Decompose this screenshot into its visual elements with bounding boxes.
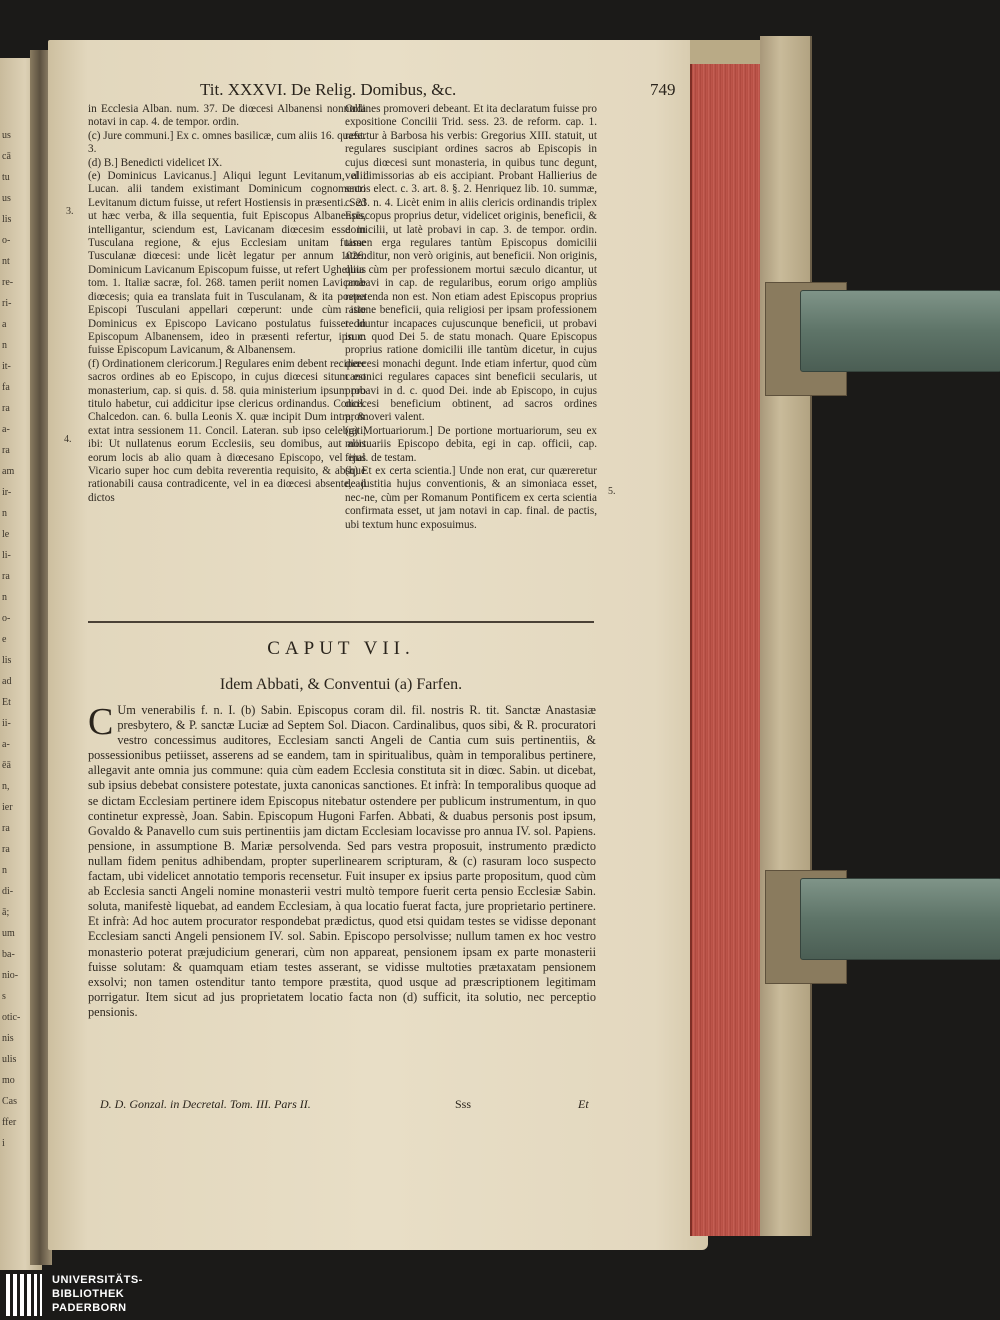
commentary-paragraph: (c) Jure communi.] Ex c. omnes basilicæ, cum aliis 16. quæst. 3. [88,129,366,156]
left-page-fragment: nt [2,256,10,267]
drop-cap: C [88,701,114,743]
left-page-fragment: o- [2,235,11,246]
left-page-fragment: ier [2,802,13,813]
left-page-fragment: ā; [2,907,10,918]
commentary-paragraph: in Ecclesia Alban. num. 37. De diœcesi Albanensi nonnulla notavi in cap. 4. de tempor. ordin. [88,103,366,129]
clasp-upper [800,290,1000,372]
margin-mark: 4. [64,434,72,445]
left-page-fragment: Cas [2,1096,17,1107]
left-page-fragment: n [2,340,7,351]
library-name-line: BIBLIOTHEK [52,1288,125,1300]
left-page-fragment: n [2,865,7,876]
left-page-fragment: ir- [2,487,12,498]
left-page-fragment: n [2,508,7,519]
chapter-subtitle: Idem Abbati, & Conventui (a) Farfen. [219,676,463,693]
left-page-fragment: ii- [2,718,11,729]
left-page-fragment: ra [2,823,10,834]
clasp-lower [800,878,1000,960]
page-number: 749 [650,80,676,99]
left-page-fragment: ra [2,844,10,855]
left-page-fragment: ffer [2,1117,17,1128]
left-page-fragment: li- [2,550,11,561]
left-page-fragment: a- [2,739,10,750]
left-page-fragment: cā [2,151,11,162]
left-page-fragment: ri- [2,298,12,309]
margin-mark: 5. [608,486,616,497]
cover-board [760,36,812,1236]
left-page-fragment: a- [2,424,10,435]
left-page-fragment: us [2,130,11,141]
left-page-fragment: um [2,928,15,939]
commentary-paragraph: (h) Et ex certa scientia.] Unde non erat, cur quæreretur de justitia hujus conventionis, & an simoniaca esset, nec-ne, cùm per Romanum Pontificem ex certa scientia confirmata esset, ut jam notavi in cap. final. de pactis, ubi textum hunc exposuimus. [345,464,597,531]
left-page-fragment: nio- [2,970,19,981]
commentary-column-right [345,103,597,532]
left-page-fragment: otic- [2,1012,21,1023]
left-page-fragment: n, [2,781,10,792]
left-page-fragment: a [2,319,7,330]
commentary-column-left [88,103,366,505]
left-page-fragment: n [2,592,7,603]
library-name-line: UNIVERSITÄTS- [52,1274,143,1286]
left-page-fragment: ra [2,445,10,456]
section-divider [88,621,594,623]
left-page-fragment: re- [2,277,14,288]
left-page-fragment: nis [2,1033,14,1044]
left-page-fragment: mo [2,1075,15,1086]
chapter-body-text: Um venerabilis f. n. I. (b) Sabin. Episcopus coram dil. fil. nostris R. tit. Sanctæ Anastasiæ presbytero, & P. sanctæ Luciæ ad Septem Sol. Diacon. Cardinalibus, quos sibi, & R. procuratori vestro concessimus auditores, Ecclesiam sancti Angeli de Cantia cum suis pertinentiis, & possessionibus petiisset, asserens ad se eandem, tam in spiritualibus, quàm in temporalibus pertinere, allegavit ante omnia jus commune: quia cùm eadem Ecclesia constituta sit in diœc. Sabin. ut dicebat, sub ipsius debebat consistere potestate, juxta canonicas sanctiones. Et infrà: In temporalibus quoque ad se dictam Ecclesiam pertinere idem Episcopus nitebatur ostendere per publicum instrumentum, in quo continetur expressè, Joan. Sabin. Episcopum Hugoni Farfen. Abbati, & duabus personis post ipsum, Govaldo & Panavello cum suis pertinentiis jam dictam Ecclesiam locavisse pro annua IV. sol. Papiens. pensione, in assumptione B. Mariæ persolvenda. Sed pars vestra proposuit, instrumento prædicto nullam fidem penitus adhibendam, propter superlinearem scripturam, & (c) rasuram loco suspecto factam, ubi videlicet annotatio temporis recensetur. Fuit insuper ex ipsius parte propositum, quod cùm ab Ecclesia sancti Angeli nomine monasterii vestri multò tempore fuerit certa pensio Ecclesiæ Sabin. soluta, manifestè liquebat, ad eandem Ecclesiam, à qua locatio fuerat facta, jure proprietario pertinere. Et infrà: Ad hoc autem procurator respondebat prædictus, quod etsi quidam testes se vidisse deponant Ecclesiam sancti Angeli pensionem IV. sol. Sabin. Episcopo persolvisse; nullum tamen ex hoc vestro monasterio poterat præjudicium generari, cùm non appareat, pensionem ipsam ex parte monasterii fuisse solutam: & quamquam etiam testes asserant, se vidisse multoties prætaxatam pensionem exsolvi; non tamen ostenditur tanto tempore præstita, quod usque ad præscriptionem legitimam porrigatur. Item sicut ad jus proprietatem locatio facta non (d) sufficit, ita solutio, nec perceptio pensionis. [88,703,596,1019]
left-page-fragment: lis [2,214,12,225]
margin-mark: 3. [66,206,74,217]
catchword: Et [578,1097,589,1111]
left-page-fragment: fa [2,382,10,393]
left-page-fragment: us [2,193,11,204]
commentary-paragraph: Ordines promoveri debeant. Et ita declaratum fuisse pro expositione Concilii Trid. sess. 23. de reform. cap. 1. refertur à Barbosa his verbis: Gregorius XIII. statuit, ut regulares suscipiant ordines sacros ab Episcopis in cujus diœcesi sunt monasteria, in quibus tunc degunt, vel dimissorias ab eis accipiant. Probant Hallierius de sacris elect. c. 3. art. 8. §. 2. Henriquez lib. 10. summæ, c. 23. n. 4. Licèt enim in aliis clericis ordinandis triplex Episcopus proprius detur, videlicet originis, beneficii, & domicilii, ut latè probavi in cap. 3. de tempor. ordin. tamen erga regulares tantùm Episcopus domicilii attenditur, non verò originis, aut beneficii. Non originis, quia cùm per professionem mortui sæculo dicantur, ut probavi in cap. de regularibus, eorum origo ampliùs repetenda non est. Non etiam adest Episcopus proprius ratione beneficii, quia religiosi per ipsam professionem redduntur incapaces cujuscunque beneficii, ut probavi in c. quod Dei 5. de statu monach. Quare Episcopus proprius ratione domicilii ille tantùm dicetur, in cujus diœcesi monachi degunt. Inde etiam infertur, quod cùm canonici regulares capaces sint beneficii secularis, ut probavi in d. c. quod Dei. inde ab Episcopo, in cujus diœcesi beneficium obtinent, ad sacros ordines promoveri valent. [345,103,597,424]
left-page-fragment: ad [2,676,12,687]
signature-mark: Sss [455,1097,472,1111]
commentary-paragraph: (g) Mortuariorum.] De portione mortuariorum, seu ex mortuariis Episcopo debita, egi in cap. officii, cap. final. de testam. [345,424,597,464]
left-page-fragment: le [2,529,10,540]
left-page-fragment: o- [2,613,11,624]
left-page-fragment: ra [2,403,10,414]
left-page-fragment: am [2,466,15,477]
left-page-fragment: ba- [2,949,15,960]
left-page-fragment: i [2,1138,5,1149]
left-page-fragment: di- [2,886,14,897]
left-page-fragment: ulis [2,1054,17,1065]
left-page-fragment: ēā [2,760,11,771]
commentary-paragraph: (f) Ordinationem clericorum.] Regulares enim debent recipere sacros ordines ab eo Episcopo, in cujus diœcesi situm est monasterium, cap. si quis. d. 58. quia ministerium ipsum pro titulo habetur, cui addicitur ipse clericus ordinandus. Concil. Chalcedon. can. 6. bulla Leonis X. quæ incipit Dum intra; & extat intra sessionem 11. Concil. Lateran. sub ipso celebrati, ibi: Ut nullatenus eorum Ecclesiis, seu domibus, aut aliis eorum locis ab alio quam à diœcesano Episcopo, vel ejus Vicario super hoc cum debita reverentia requisito, & absque rationabili causa contradicente, vel in ea diœcesi absente, ad dictos [88,357,367,504]
left-page-fragment: ra [2,571,10,582]
footer-imprint: D. D. Gonzal. in Decretal. Tom. III. Pars II. [100,1097,311,1111]
library-name [52,1273,143,1315]
library-footer [0,1270,1000,1320]
library-logo-icon [6,1274,46,1316]
left-page-fragment: lis [2,655,12,666]
commentary-paragraph: (e) Dominicus Lavicanus.] Aliqui legunt Levitanum, alii Lucan. alii tandem existimant Dominicum cognomento Levitanum dictum fuisse, ut refert Hostiensis in præsenti. Sed ut hæc verba, & illa sequentia, fuit Episcopus Albanensis, intelligantur, sciendum est, Lavicanam diœcesim esse in Tusculana regione, & ejus Ecclesiam unitam fuisse Tusculanæ diœcesi: unde licèt legatur per annum 1026. Dominicum Lavicanum Episcopum fuisse, ut refert Ughellius tom. 1. Italiæ sacræ, fol. 268. tamen periit nomen Lavicanæ diœcesis; quia ea translata fuit in Tusculanam, & ita postea Episcopi Tusculani appellari cœperunt: unde cùm iste Dominicus ex Episcopo Lavicano postulatus fuisset in Episcopum Albanensem, ideo in præsenti refertur, ipsum fuisse Episcopum Lavicanum, & Albanensem. [88,170,366,357]
left-page-fragment: Et [2,697,11,708]
commentary-paragraph: (d) B.] Benedicti videlicet IX. [88,156,223,169]
chapter-body [88,703,596,1020]
library-name-line: PADERBORN [52,1302,127,1314]
left-page-fragment: s [2,991,6,1002]
left-page-fragment: tu [2,172,10,183]
left-page-fragment: e [2,634,7,645]
left-page-fragment: it- [2,361,11,372]
chapter-title: CAPUT VII. [267,638,415,659]
running-head: Tit. XXXVI. De Relig. Domibus, &c. [200,80,457,99]
